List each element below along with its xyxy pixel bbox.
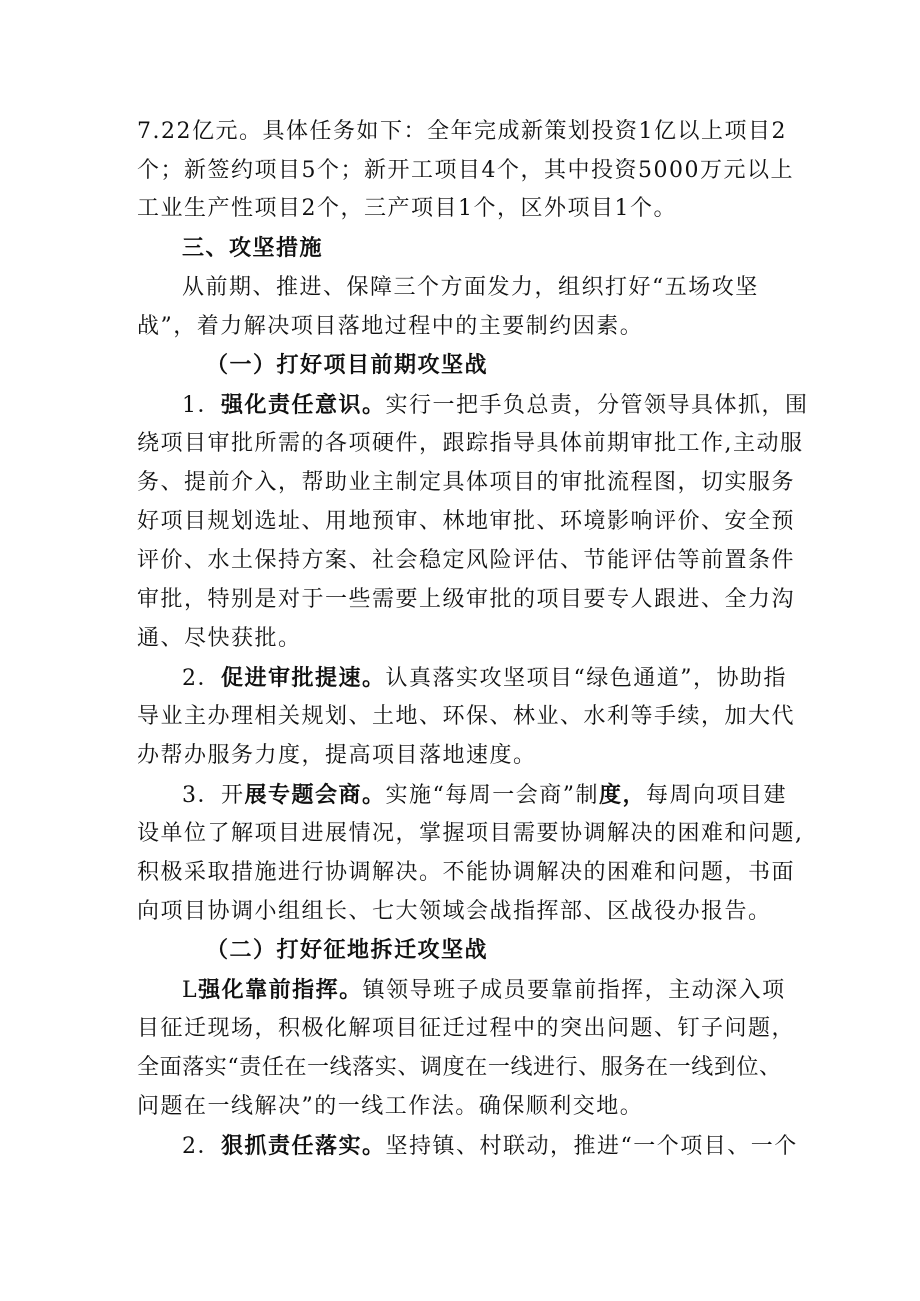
- paragraph-line: 好项目规划选址、用地预审、林地审批、环境影响评价、安全预: [137, 509, 796, 534]
- item-text: 坚持镇、村联动，推进“一个项目、一个: [385, 1134, 798, 1159]
- item-text-bold: 度，: [599, 782, 647, 808]
- item-text: 每周向项目建: [646, 783, 788, 808]
- paragraph-line: 从前期、推进、保障三个方面发力，组织打好“五场攻坚: [182, 275, 759, 300]
- item-number: 1．: [182, 393, 221, 418]
- list-item: [182, 976, 786, 1005]
- item-title: 展专题会商。: [244, 782, 386, 808]
- list-item: [182, 781, 787, 810]
- section-heading: 三、攻坚措施: [182, 236, 324, 261]
- list-item: [182, 1132, 798, 1161]
- paragraph-line: 务、提前介入，帮助业主制定具体项目的审批流程图，切实服务: [137, 470, 796, 495]
- paragraph-line: 审批，特别是对于一些需要上级审批的项目要专人跟进、全力沟: [137, 587, 796, 612]
- paragraph-line: 评价、水土保持方案、社会稳定风险评估、节能评估等前置条件: [137, 548, 796, 573]
- item-text: 认真落实攻坚项目“绿色通道”，协助指: [385, 666, 788, 691]
- paragraph-line: 7.22亿元。具体任务如下：全年完成新策划投资1亿以上项目2: [137, 119, 787, 144]
- paragraph-line: 通、尽快获批。: [137, 626, 302, 651]
- item-title: 狠抓责任落实。: [221, 1133, 386, 1159]
- item-text: 实施“每周一会商”制: [385, 783, 600, 808]
- item-number: 2．: [182, 666, 221, 691]
- item-text: 实行一把手负总责，分管领导具体抓，围: [385, 393, 809, 418]
- item-number: L: [182, 978, 199, 1003]
- paragraph-line: 问题在一线解决”的一线工作法。确保顺利交地。: [137, 1094, 644, 1119]
- item-number: 2．: [182, 1134, 221, 1159]
- list-item: [182, 664, 787, 693]
- paragraph-line: 全面落实“责任在一线落实、调度在一线进行、服务在一线到位、: [137, 1055, 782, 1080]
- item-title: 促进审批提速。: [221, 665, 386, 691]
- subsection-heading: （二）打好征地拆迁攻坚战: [206, 938, 489, 963]
- paragraph-line: 战”，着力解决项目落地过程中的主要制约因素。: [137, 314, 644, 339]
- item-text: 镇领导班子成员要靠前指挥，主动深入项: [362, 978, 786, 1003]
- item-title: 强化责任意识。: [221, 392, 386, 418]
- item-number: 3．开: [182, 783, 245, 808]
- paragraph-line: 导业主办理相关规划、土地、环保、林业、水利等手续，加大代: [137, 704, 796, 729]
- subsection-heading: （一）打好项目前期攻坚战: [206, 353, 489, 378]
- paragraph-line: 积极采取措施进行协调解决。不能协调解决的困难和问题，书面: [137, 860, 796, 885]
- item-title: 强化靠前指挥。: [198, 977, 363, 1003]
- paragraph-line: 设单位了解项目进展情况，掌握项目需要协调解决的困难和问题,: [137, 821, 804, 846]
- paragraph-line: 目征迁现场，积极化解项目征迁过程中的突出问题、钉子问题，: [137, 1016, 796, 1041]
- paragraph-line: 向项目协调小组组长、七大领域会战指挥部、区战役办报告。: [137, 899, 772, 924]
- paragraph-line: 个；新签约项目5个；新开工项目4个，其中投资5000万元以上: [137, 158, 794, 183]
- paragraph-line: 绕项目审批所需的各项硬件，跟踪指导具体前期审批工作,主动服: [137, 431, 804, 456]
- paragraph-line: 办帮办服务力度，提高项目落地速度。: [137, 743, 537, 768]
- paragraph-line: 工业生产性项目2个，三产项目1个，区外项目1个。: [137, 196, 677, 221]
- list-item: [182, 391, 809, 420]
